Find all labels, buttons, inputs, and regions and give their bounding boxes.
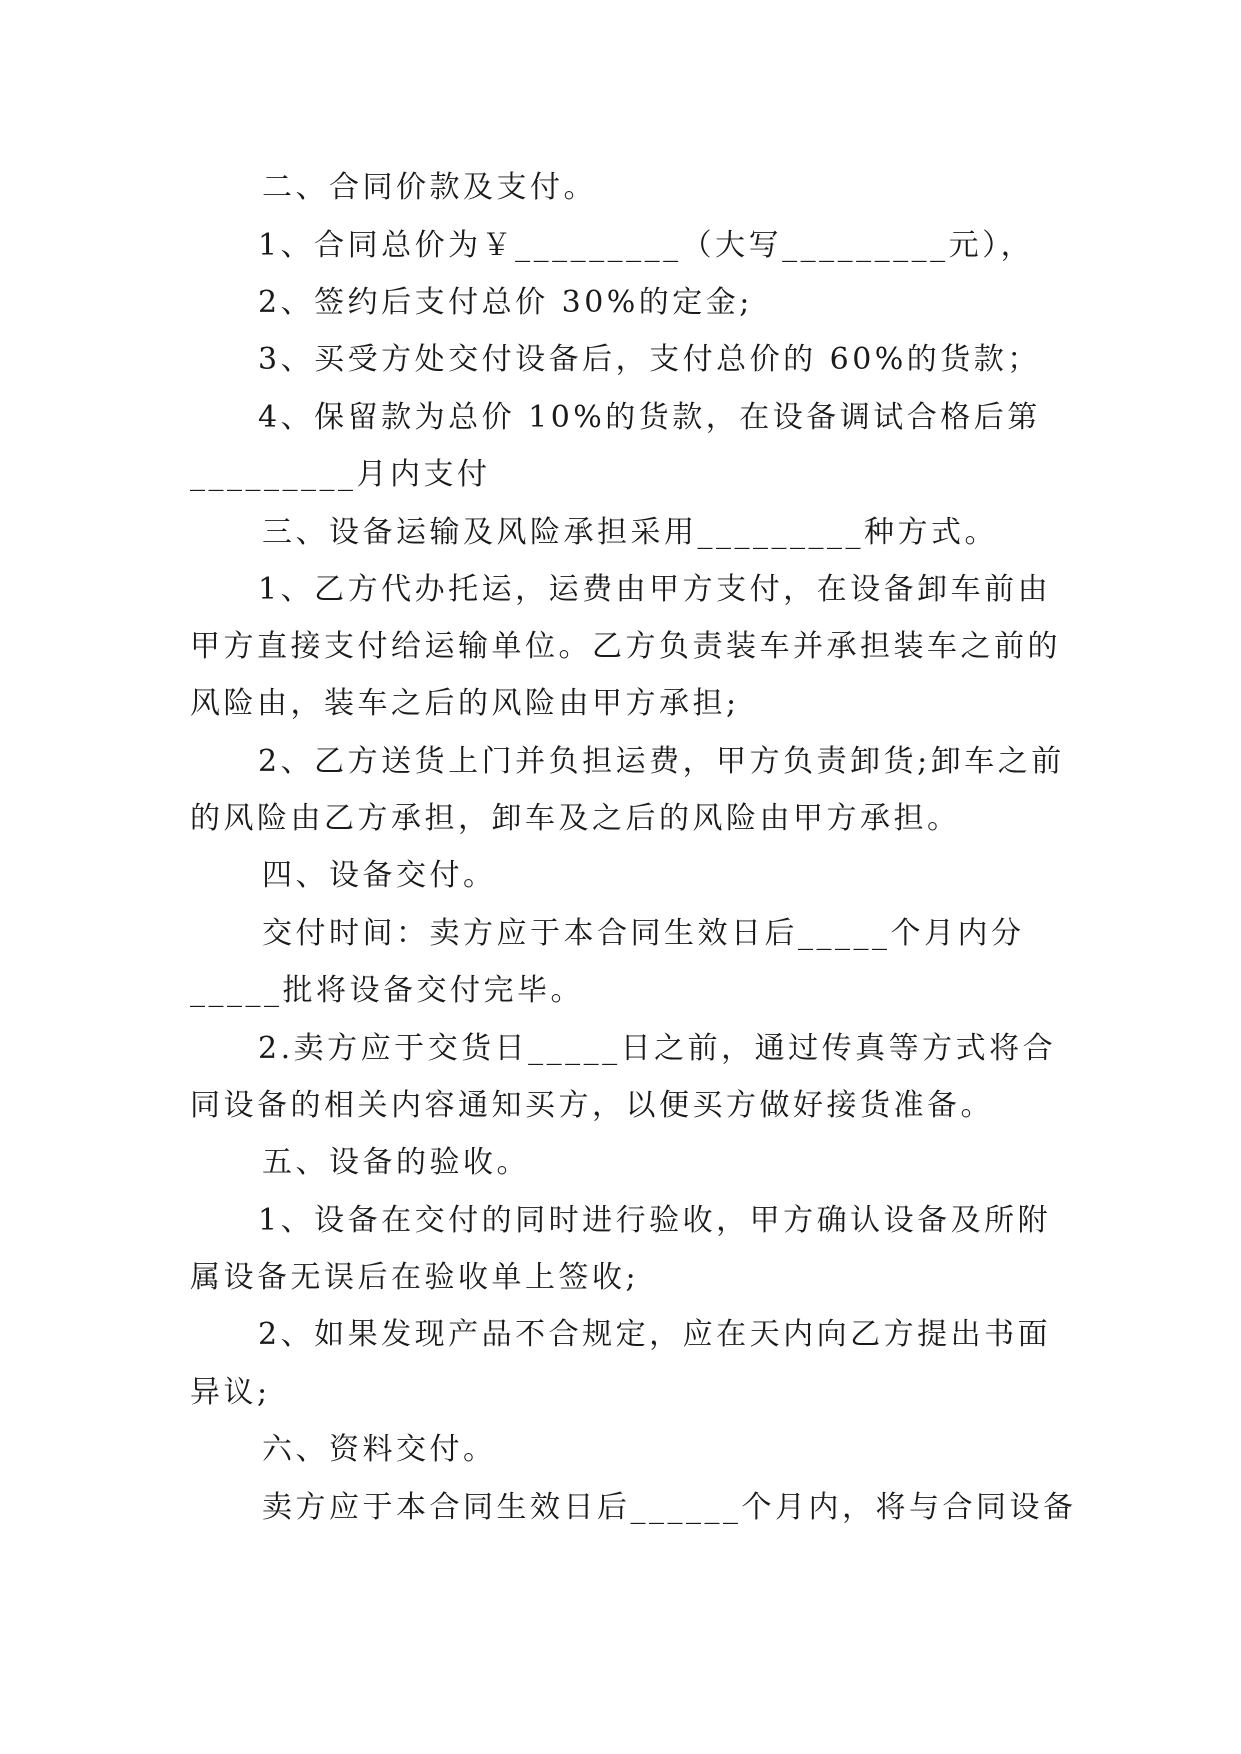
- clause-delivery-time: 交付时间：卖方应于本合同生效日后_____个月内分: [262, 916, 1025, 951]
- clause-acceptance-cont: 属设备无误后在验收单上签收;: [190, 1260, 640, 1295]
- section-heading-transport: 三、设备运输及风险承担采用_________种方式。: [262, 515, 998, 550]
- clause-notice: 2.卖方应于交货日_____日之前，通过传真等方式将合: [258, 1031, 1057, 1066]
- clause-consigned-shipping-cont1: 甲方直接支付给运输单位。乙方负责装车并承担装车之前的: [190, 629, 1061, 664]
- clause-consigned-shipping: 1、乙方代办托运，运费由甲方支付，在设备卸车前由: [258, 572, 1052, 607]
- clause-total-price: 1、合同总价为￥_________（大写_________元），: [258, 228, 1035, 263]
- section-heading-documents: 六、资料交付。: [262, 1432, 497, 1467]
- clause-deposit: 2、签约后支付总价 30%的定金;: [258, 285, 753, 320]
- clause-door-delivery-cont: 的风险由乙方承担，卸车及之后的风险由甲方承担。: [190, 801, 961, 836]
- clause-retention-cont: _________月内支付: [190, 457, 491, 492]
- clause-notice-cont: 同设备的相关内容通知买方，以便买方做好接货准备。: [190, 1088, 994, 1123]
- section-heading-delivery: 四、设备交付。: [262, 858, 497, 893]
- clause-objection-cont: 异议;: [190, 1375, 271, 1410]
- clause-door-delivery: 2、乙方送货上门并负担运费，甲方负责卸货;卸车之前: [258, 744, 1065, 779]
- clause-objection: 2、如果发现产品不合规定，应在天内向乙方提出书面: [258, 1317, 1052, 1352]
- clause-retention: 4、保留款为总价 10%的货款，在设备调试合格后第: [258, 400, 1041, 435]
- clause-delivery-payment: 3、买受方处交付设备后，支付总价的 60%的货款；: [258, 342, 1041, 377]
- clause-acceptance: 1、设备在交付的同时进行验收，甲方确认设备及所附: [258, 1203, 1052, 1238]
- section-heading-acceptance: 五、设备的验收。: [262, 1145, 530, 1180]
- clause-delivery-time-cont: _____批将设备交付完毕。: [190, 973, 584, 1008]
- section-heading-payment: 二、合同价款及支付。: [262, 170, 597, 205]
- clause-documents: 卖方应于本合同生效日后______个月内，将与合同设备: [262, 1490, 1077, 1525]
- clause-consigned-shipping-cont2: 风险由，装车之后的风险由甲方承担;: [190, 686, 740, 721]
